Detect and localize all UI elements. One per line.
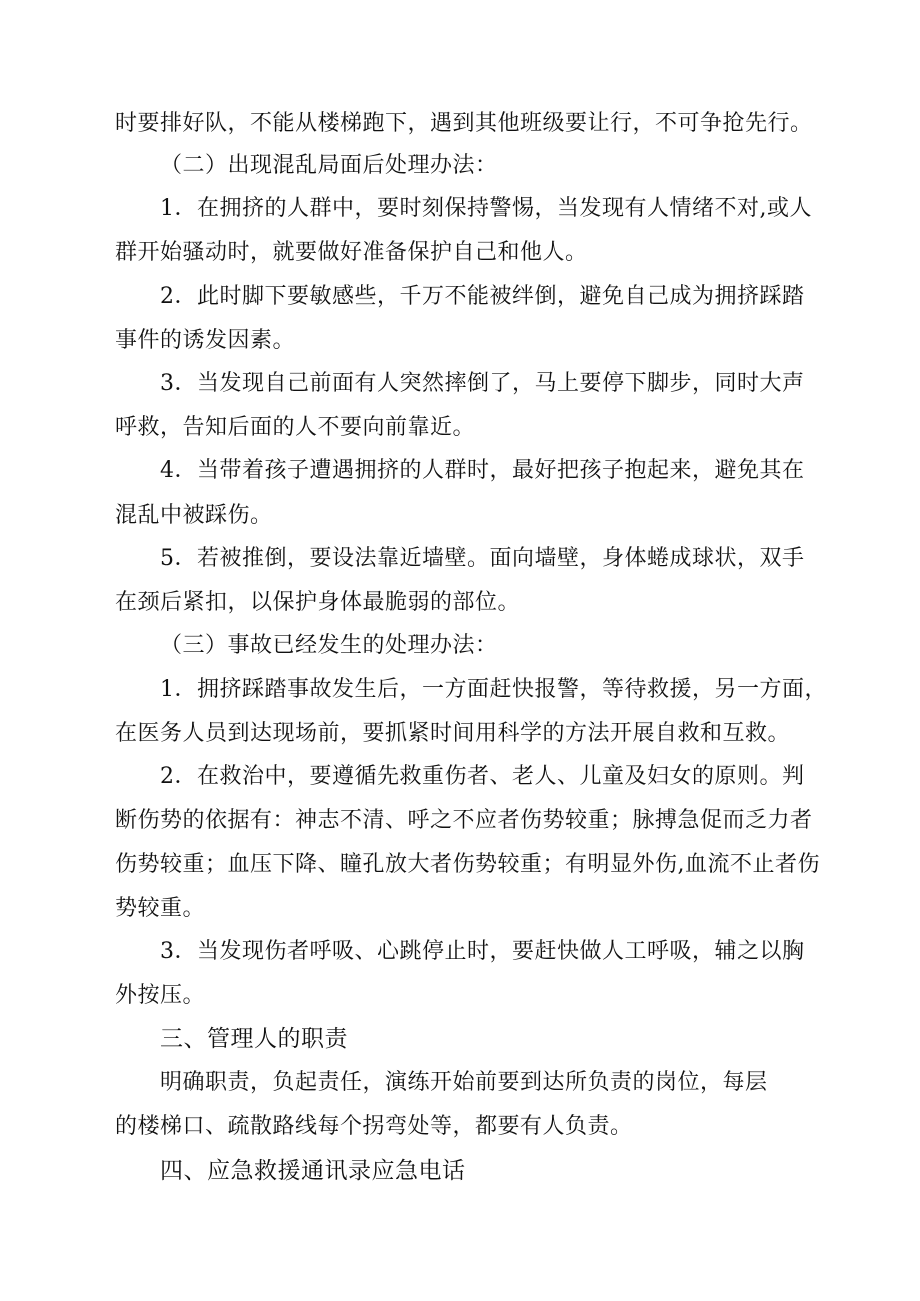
text-line-19: 势较重。: [115, 896, 206, 921]
text-line-24: 的楼梯口、疏散路线每个拐弯处等，都要有人负责。: [115, 1114, 633, 1139]
text-line-20: 3．当发现伤者呼吸、心跳停止时，要赶快做人工呼吸，辅之以胸: [160, 939, 805, 964]
text-line-4: 群开始骚动时，就要做好准备保护自己和他人。: [115, 240, 588, 265]
text-line-12: 在颈后紧扣，以保护身体最脆弱的部位。: [115, 590, 521, 615]
section-heading-4: 四、应急救援通讯录应急电话: [160, 1158, 466, 1184]
text-line-8: 呼救，告知后面的人不要向前靠近。: [115, 415, 476, 440]
text-line-15: 在医务人员到达现场前，要抓紧时间用科学的方法开展自救和互救。: [115, 721, 791, 746]
text-line-1: 时要排好队，不能从楼梯跑下，遇到其他班级要让行，不可争抢先行。: [115, 111, 813, 136]
text-line-23: 明确职责，负起责任，演练开始前要到达所负责的岗位，每层: [160, 1070, 768, 1095]
text-line-14: 1．拥挤踩踏事故发生后，一方面赶快报警，等待救援，另一方面，: [160, 677, 827, 702]
text-line-11: 5．若被推倒，要设法靠近墙壁。面向墙壁，身体蜷成球状，双手: [160, 546, 805, 571]
subheading-3: （三）事故已经发生的处理办法：: [160, 633, 498, 658]
text-line-7: 3．当发现自己前面有人突然摔倒了，马上要停下脚步，同时大声: [160, 371, 805, 396]
text-line-9: 4．当带着孩子遭遇拥挤的人群时，最好把孩子抱起来，避免其在: [160, 458, 805, 483]
subheading-2: （二）出现混乱局面后处理办法：: [160, 153, 498, 178]
text-line-10: 混乱中被踩伤。: [115, 503, 273, 528]
text-line-3: 1．在拥挤的人群中，要时刻保持警惕，当发现有人情绪不对,或人: [160, 196, 812, 221]
text-line-16: 2．在救治中，要遵循先救重伤者、老人、儿童及妇女的原则。判: [160, 764, 805, 789]
text-line-21: 外按压。: [115, 983, 206, 1008]
text-line-6: 事件的诱发因素。: [115, 328, 296, 353]
text-line-17: 断伤势的依据有：神志不清、呼之不应者伤势较重；脉搏急促而乏力者: [115, 808, 813, 833]
section-heading-3: 三、管理人的职责: [160, 1026, 348, 1052]
text-line-18: 伤势较重；血压下降、瞳孔放大者伤势较重；有明显外伤,血流不止者伤: [115, 852, 820, 877]
text-line-5: 2．此时脚下要敏感些，千万不能被绊倒，避免自己成为拥挤踩踏: [160, 284, 805, 309]
